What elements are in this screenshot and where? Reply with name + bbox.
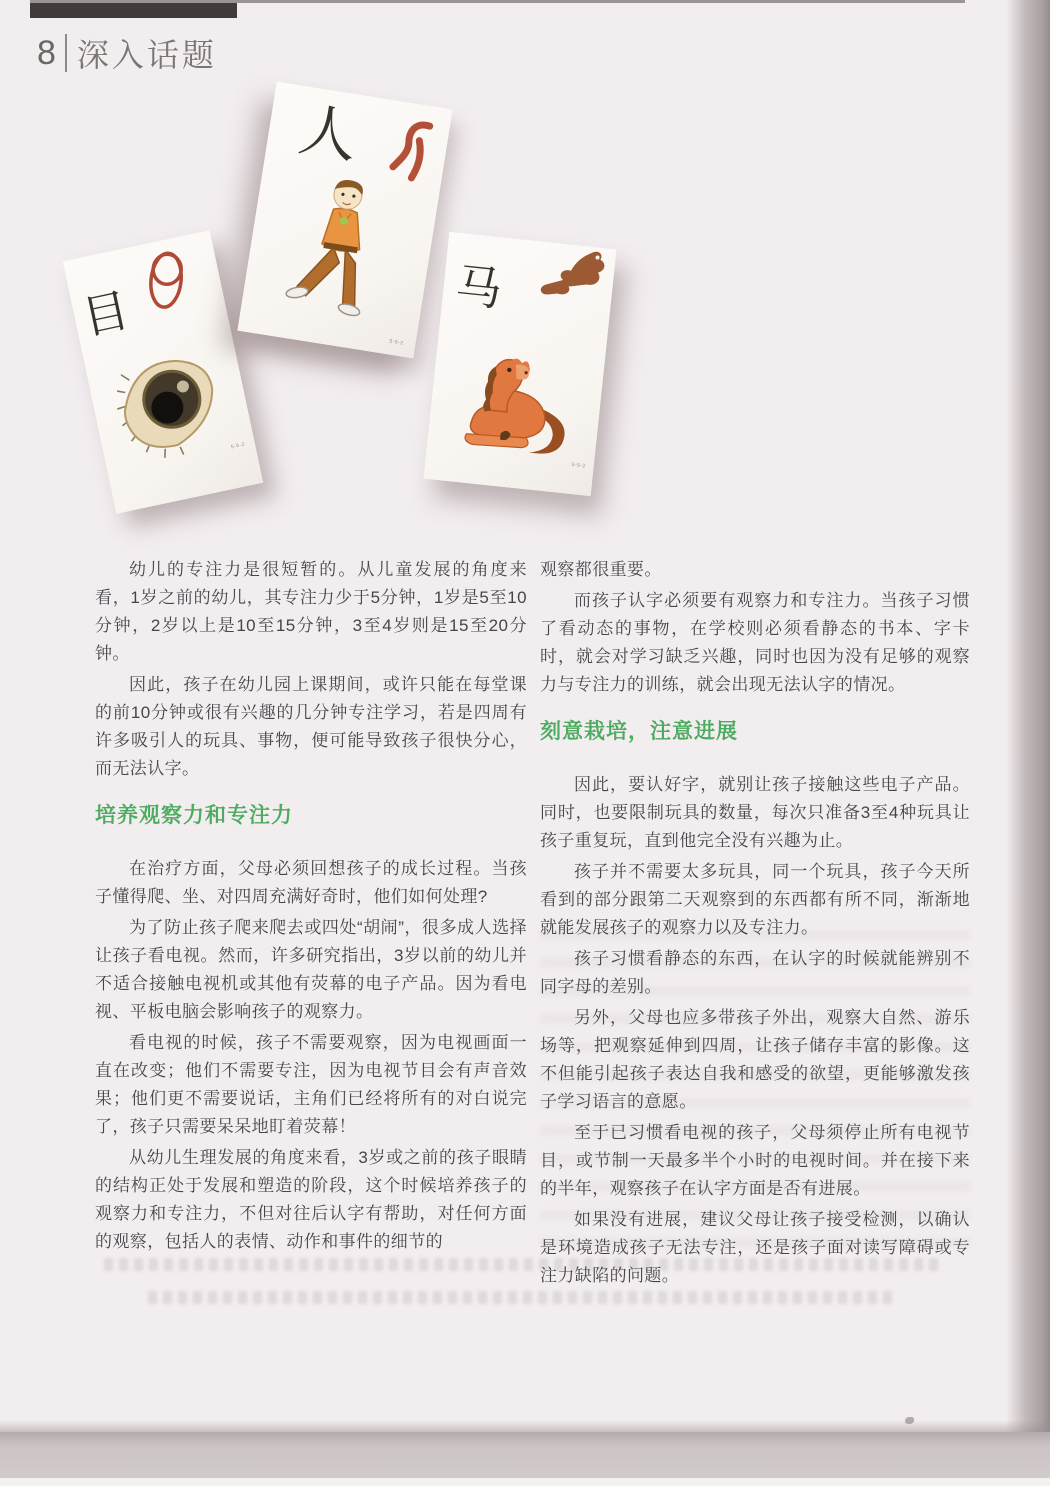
card-caption: 5-5-2 xyxy=(571,461,586,470)
flashcard-person xyxy=(237,82,452,359)
paragraph: 另外，父母也应多带孩子外出，观察大自然、游乐场等，把观察延伸到四周，让孩子储存丰富的影像。这不但能引起孩子表达自我和感受的欲望，更能够激发孩子学习语言的意愿。 xyxy=(540,1008,970,1111)
section-heading-cultivation: 刻意栽培，注意进展 xyxy=(540,720,738,743)
paragraph: 幼儿的专注力是很短暂的。从儿童发展的角度来看，1岁之前的幼儿，其专注力少于5分钟，1岁是5至10分钟，2岁以上是10至15分钟，3至4岁则是15至20分钟。 xyxy=(95,560,527,663)
section-heading-observation: 培养观察力和专注力 xyxy=(95,804,293,827)
paragraph: 从幼儿生理发展的角度来看，3岁或之前的孩子眼睛的结构正处于发展和塑造的阶段，这个时候培养孩子的观察力和专注力，不但对往后认字有帮助，对任何方面的观察，包括人的表情、动作和事件的细节的 xyxy=(95,1148,527,1251)
paragraph: 在治疗方面，父母必须回想孩子的成长过程。当孩子懂得爬、坐、对四周充满好奇时，他们如何处理? xyxy=(95,859,527,906)
eye-illustration xyxy=(106,338,233,480)
paragraph: 而孩子认字必须要有观察力和专注力。当孩子习惯了看动态的事物，在学校则必须看静态的书本、字卡时，就会对学习缺乏兴趣，同时也因为没有足够的观察力与专注力的训练，就会出现无法认字的情况。 xyxy=(540,591,970,694)
page-header xyxy=(37,30,217,76)
paragraph: 至于已习惯看电视的孩子，父母须停止所有电视节目，或节制一天最多半个小时的电视时间。并在接下来的半年，观察孩子在认字方面是否有进展。 xyxy=(540,1123,970,1198)
character-ma: 马 xyxy=(453,260,505,316)
horse-illustration xyxy=(442,348,589,475)
page-right-edge-shadow xyxy=(1006,0,1050,1440)
ancient-eye-glyph-icon xyxy=(134,238,200,322)
ancient-horse-glyph-icon xyxy=(536,244,608,316)
scan-speck xyxy=(905,1417,914,1424)
card-caption: 5-5-2 xyxy=(230,441,246,451)
paragraph: 因此，孩子在幼儿园上课期间，或许只能在每堂课的前10分钟或很有兴趣的几分钟专注学习，若是四周有许多吸引人的玩具、事物，便可能导致孩子很快分心，而无法认字。 xyxy=(95,675,527,778)
paragraph: 看电视的时候，孩子不需要观察，因为电视画面一直在改变；他们不需要专注，因为电视节目会有声音效果；他们更不需要说话，主角们已经将所有的对白说完了，孩子只需要呆呆地盯着荧幕！ xyxy=(95,1033,527,1136)
paragraph: 为了防止孩子爬来爬去或四处“胡闹”，很多成人选择让孩子看电视。然而，许多研究指出，3岁以前的幼儿并不适合接触电视机或其他有荧幕的电子产品。因为看电视、平板电脑会影响孩子的观察力。 xyxy=(95,918,527,1021)
underlying-page-band xyxy=(0,1432,1050,1478)
ancient-person-glyph-icon xyxy=(386,115,439,192)
scan-bottom-strip xyxy=(0,1478,1050,1486)
paragraph: 因此，要认好字，就别让孩子接触这些电子产品。同时，也要限制玩具的数量，每次只准备3至4种玩具让孩子重复玩，直到他完全没有兴趣为止。 xyxy=(540,775,970,850)
header-black-bar xyxy=(30,3,237,18)
flashcard-horse xyxy=(423,232,616,496)
character-ren: 人 xyxy=(294,97,363,171)
card-caption: 5-5-2 xyxy=(388,338,404,347)
boy-illustration xyxy=(277,170,400,339)
paragraph-continuation: 观察都很重要。 xyxy=(540,560,662,579)
section-title: 深入话题 xyxy=(76,37,217,73)
paragraph: 如果没有进展，建议父母让孩子接受检测，以确认是环境造成孩子无法专注，还是孩子面对读写障碍或专注力缺陷的问题。 xyxy=(540,1210,970,1285)
header-divider xyxy=(65,34,67,72)
article-right-column xyxy=(540,556,970,1293)
article-left-column xyxy=(95,556,527,1259)
paragraph: 孩子并不需要太多玩具，同一个玩具，孩子今天所看到的部分跟第二天观察到的东西都有所不同，渐渐地就能发展孩子的观察力以及专注力。 xyxy=(540,862,970,937)
page-number: 8 xyxy=(37,34,56,72)
paragraph: 孩子习惯看静态的东西，在认字的时候就能辨别不同字母的差别。 xyxy=(540,949,970,996)
character-mu: 目 xyxy=(77,284,134,344)
flashcard-eye xyxy=(63,230,263,514)
